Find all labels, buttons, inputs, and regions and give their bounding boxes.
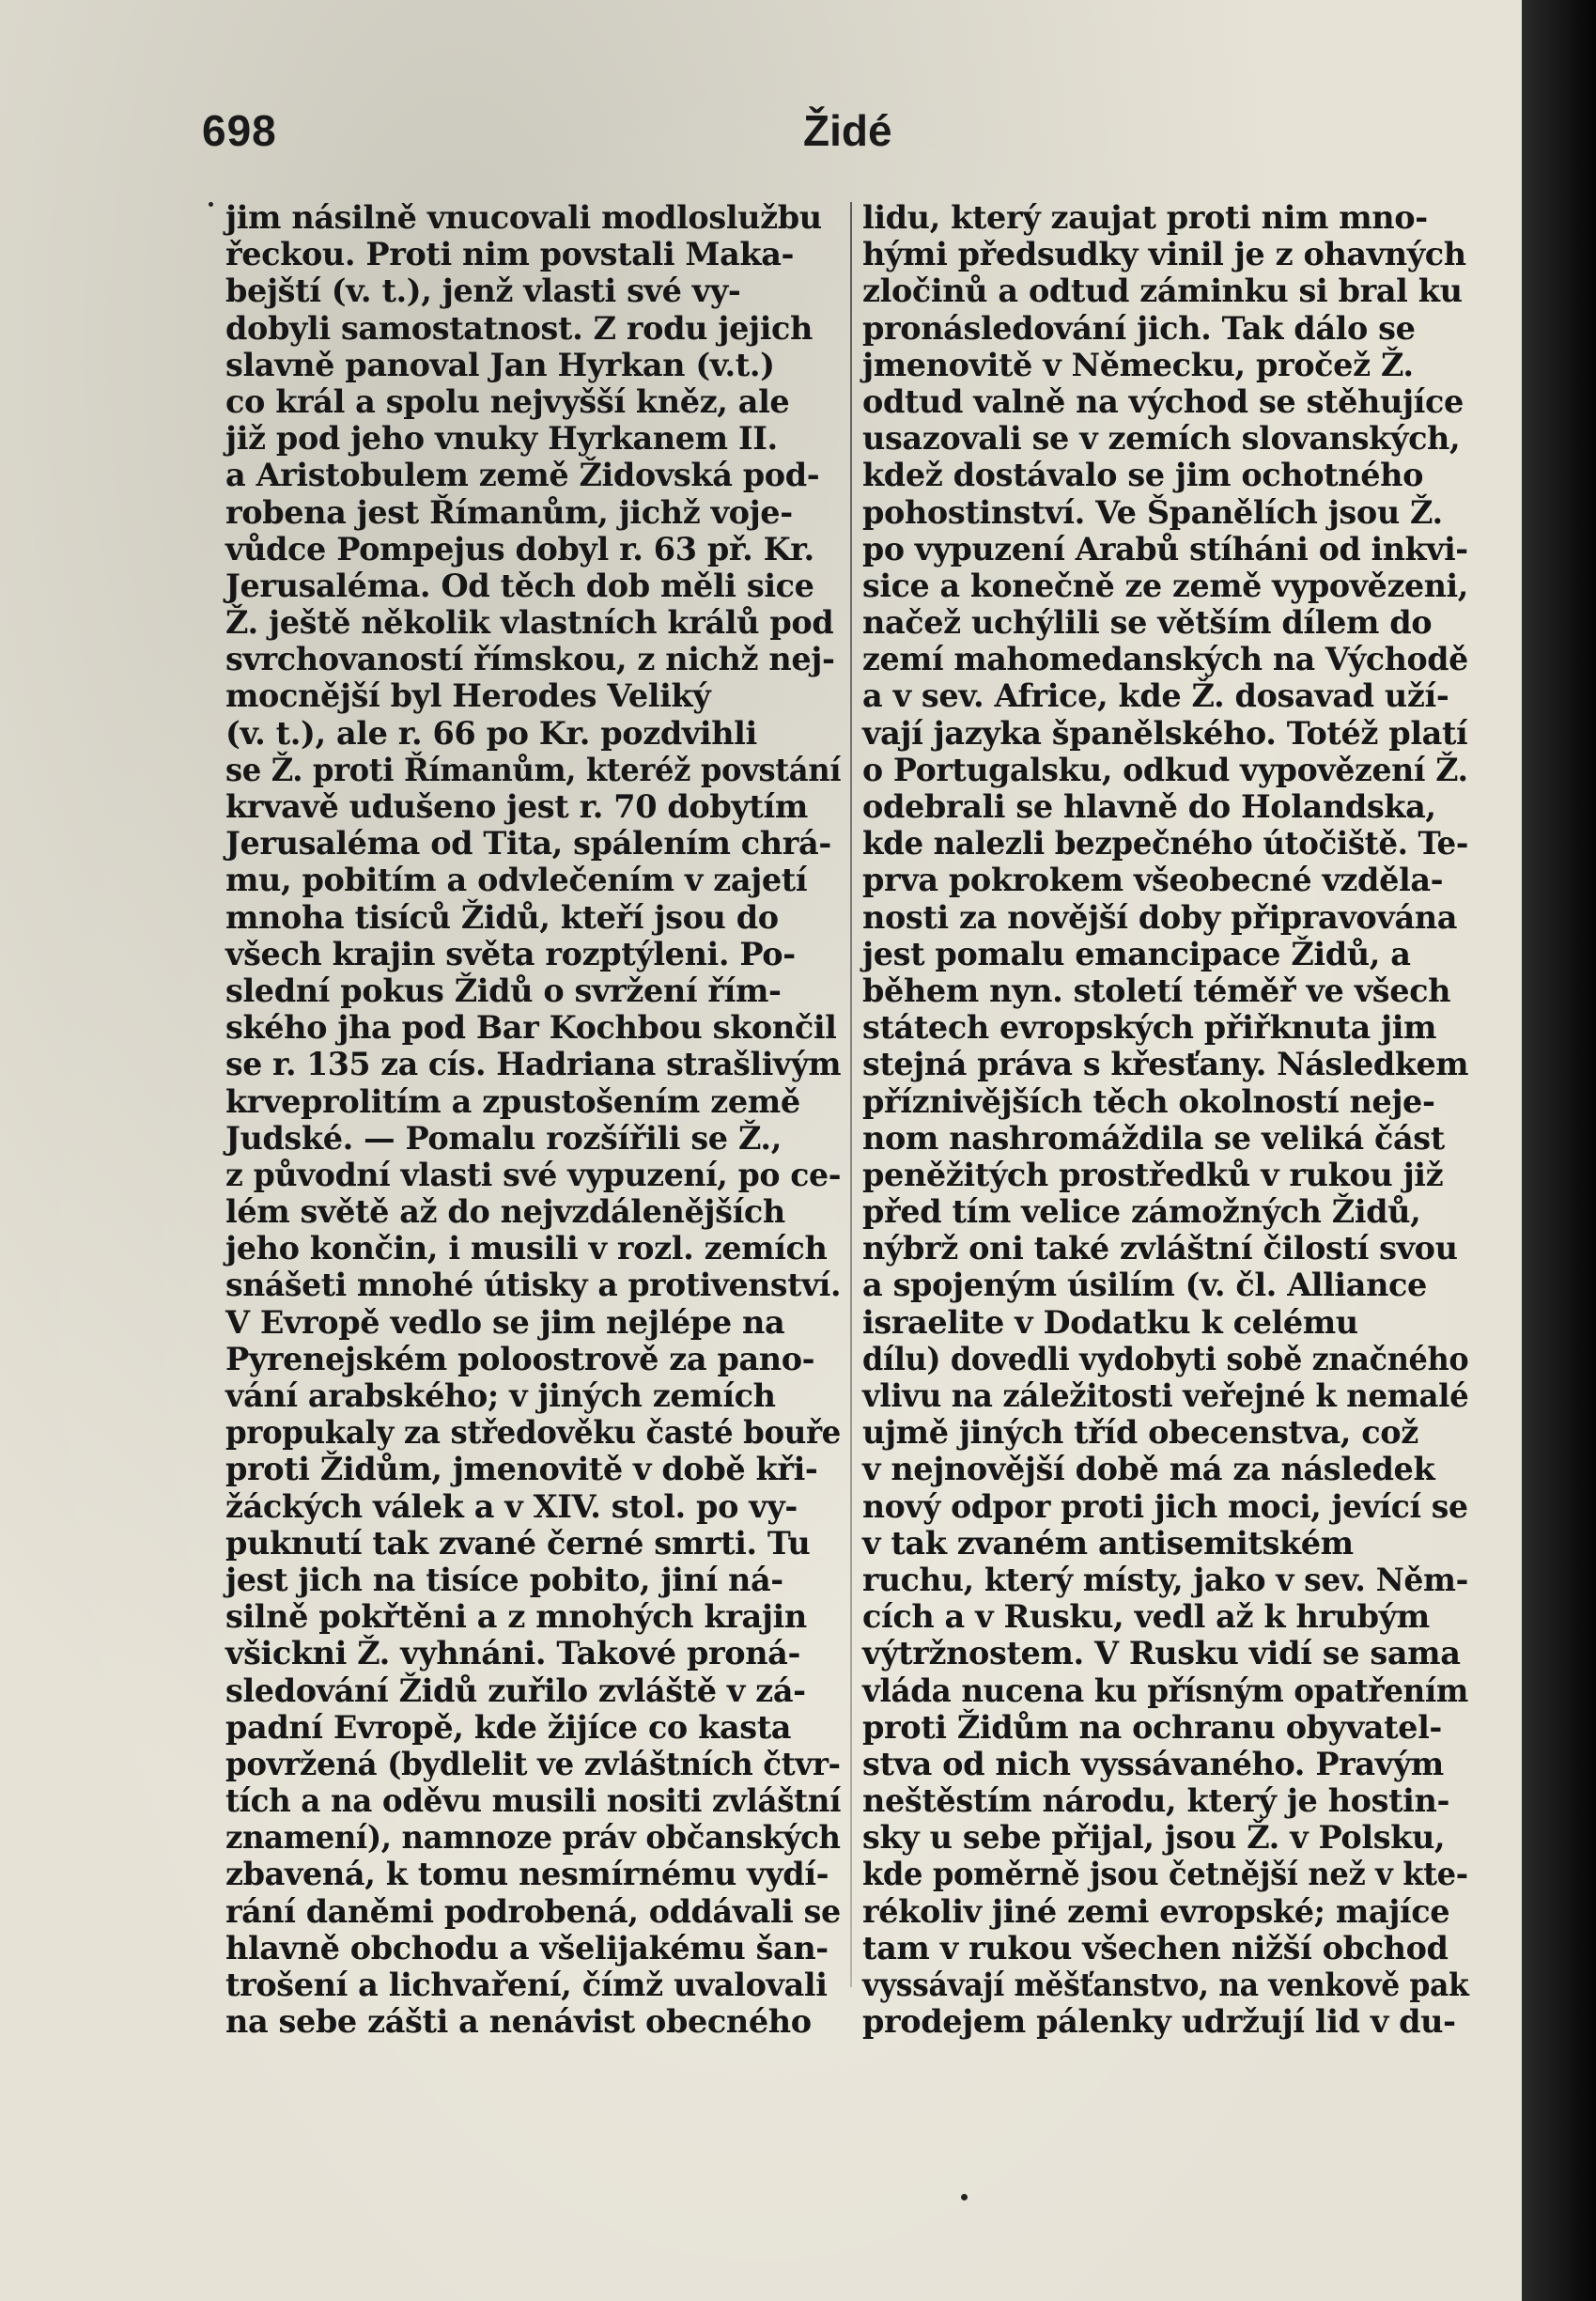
column-divider [850, 202, 852, 1987]
print-speck [209, 202, 213, 207]
text-line: se r. 135 za cís. Hadriana strašlivým [225, 1046, 842, 1083]
text-line: puknutí tak zvané černé smrti. Tu [225, 1524, 811, 1562]
text-line: robena jest Římanům, jichž voje- [225, 493, 793, 531]
text-line: žáckých válek a v XIV. stol. po vy- [225, 1487, 798, 1525]
text-line: lidu, který zaujat proti nim mno- [862, 199, 1428, 236]
text-line: tam v rukou všechen nižší obchod [862, 1929, 1449, 1967]
text-line: mu, pobitím a odvlečením v zajetí [225, 862, 808, 899]
text-line: vláda nucena ku přísným opatřením [862, 1671, 1468, 1709]
text-line: bejští (v. t.), jenž vlasti své vy- [225, 272, 741, 310]
text-line: usazovali se v zemích slovanských, [862, 420, 1461, 458]
page-number: 698 [202, 106, 277, 155]
right-text-column [862, 199, 1468, 2040]
text-line: pohostinství. Ve Španělích jsou Ž. [862, 493, 1443, 531]
text-line: ujmě jiných tříd obecenstva, což [862, 1414, 1418, 1452]
text-line: vlivu na záležitosti veřejné k nemalé [862, 1377, 1469, 1414]
text-line: o Portugalsku, odkud vypovězení Ž. [862, 751, 1468, 788]
text-line: mocnější byl Herodes Veliký [225, 677, 711, 715]
text-line: nosti za novější doby připravována [862, 898, 1458, 936]
text-line: načež uchýlili se větším dílem do [862, 604, 1433, 642]
text-line: před tím velice zámožných Židů, [862, 1193, 1421, 1231]
text-line: vyssávají měšťanstvo, na venkově pak [862, 1967, 1469, 2003]
page-header [202, 105, 1357, 171]
text-line: vůdce Pompejus dobyl r. 63 př. Kr. [225, 530, 814, 567]
text-line: a Aristobulem země Židovská pod- [225, 457, 820, 494]
text-line: kde poměrně jsou četnější než v kte- [862, 1856, 1468, 1893]
text-line: na sebe zášti a nenávist obecného [225, 2003, 812, 2041]
text-line: během nyn. století téměř ve všech [862, 972, 1451, 1009]
running-head: Židé [803, 106, 892, 155]
text-line: zemí mahomedanských na Východě [862, 641, 1468, 678]
text-line: lém světě až do nejvzdálenějších [225, 1193, 785, 1231]
scan-edge [1522, 0, 1596, 2301]
text-line: pronásledování jich. Tak dálo se [862, 309, 1416, 347]
text-line: vají jazyka španělského. Totéž platí [862, 714, 1468, 752]
text-line: povržená (bydlelit ve zvláštních čtvr- [225, 1745, 841, 1782]
text-line: zločinů a odtud záminku si bral ku [862, 272, 1463, 310]
text-line: Pyrenejském poloostrově za pano- [225, 1340, 815, 1377]
text-line: silně pokřtěni a z mnohých krajin [225, 1598, 807, 1636]
text-line: odtud valně na východ se stěhujíce [862, 382, 1464, 420]
text-line: kdež dostávalo se jim ochotného [862, 457, 1424, 494]
text-line: ruchu, který místy, jako v sev. Něm- [862, 1561, 1468, 1598]
text-line: co král a spolu nejvyšší kněz, ale [225, 382, 790, 420]
text-line: hlavně obchodu a všelijakému šan- [225, 1929, 829, 1967]
text-line: zbavená, k tomu nesmírnému vydí- [225, 1856, 829, 1893]
print-speck [961, 2194, 968, 2200]
text-line: snášeti mnohé útisky a protivenství. [225, 1267, 842, 1304]
text-line: israelite v Dodatku k celému [862, 1303, 1358, 1341]
text-line: hými předsudky vinil je z ohavných [862, 236, 1466, 273]
text-line: neštěstím národu, který je hostin- [862, 1782, 1449, 1820]
text-line: padní Evropě, kde žijíce co kasta [225, 1708, 792, 1746]
text-line: řeckou. Proti nim povstali Maka- [225, 236, 795, 273]
text-line: trošení a lichvaření, čímž uvalovali [225, 1967, 828, 2003]
text-line: proti Židům na ochranu obyvatel- [862, 1708, 1442, 1746]
text-line: V Evropě vedlo se jim nejlépe na [225, 1303, 785, 1341]
text-line: stejná práva s křesťany. Následkem [862, 1046, 1469, 1083]
text-line: sice a konečně ze země vypovězeni, [862, 567, 1468, 604]
text-line: jest pomalu emancipace Židů, a [862, 935, 1411, 972]
text-line: jmenovitě v Německu, pročež Ž. [862, 346, 1414, 383]
text-line: prodejem pálenky udržují lid v du- [862, 2003, 1456, 2041]
text-line: jim násilně vnucovali modloslužbu [225, 199, 822, 236]
text-line: kde nalezli bezpečného útočiště. Te- [862, 825, 1468, 863]
text-line: nýbrž oni také zvláštní čilostí svou [862, 1230, 1458, 1267]
text-line: již pod jeho vnuky Hyrkanem II. [225, 420, 778, 458]
text-line: státech evropských přiřknuta jim [862, 1009, 1437, 1047]
text-line: dílu) dovedli vydobyti sobě značného [862, 1340, 1469, 1377]
text-line: stva od nich vyssávaného. Pravým [862, 1745, 1444, 1782]
text-line: krvavě udušeno jest r. 70 dobytím [225, 788, 808, 825]
text-line: cích a v Rusku, vedl až k hrubým [862, 1598, 1430, 1636]
text-line: jeho končin, i musili v rozl. zemích [225, 1230, 828, 1267]
text-line: prva pokrokem všeobecné vzděla- [862, 862, 1444, 899]
text-line: Judské. — Pomalu rozšířili se Ž., [225, 1119, 782, 1157]
text-line: rání daněmi podrobená, oddávali se [225, 1892, 841, 1930]
text-line: Ž. ještě několik vlastních králů pod [225, 604, 834, 642]
text-line: ského jha pod Bar Kochbou skončil [225, 1009, 837, 1047]
text-line: svrchovaností římskou, z nichž nej- [225, 641, 835, 678]
text-line: nový odpor proti jich moci, jevící se [862, 1487, 1468, 1525]
text-line: a spojeným úsilím (v. čl. Alliance [862, 1267, 1427, 1304]
text-line: sky u sebe přijal, jsou Ž. v Polsku, [862, 1819, 1446, 1857]
text-line: sledování Židů zuřilo zvláště v zá- [225, 1671, 806, 1709]
text-line: dobyli samostatnost. Z rodu jejich [225, 309, 813, 347]
text-line: všech krajin světa rozptýleni. Po- [225, 935, 796, 972]
text-line: se Ž. proti Římanům, kteréž povstání [225, 751, 842, 788]
text-line: Jerusaléma od Tita, spálením chrá- [225, 825, 831, 863]
text-line: znamení), namnoze práv občanských [225, 1819, 841, 1857]
text-line: odebrali se hlavně do Holandska, [862, 788, 1436, 825]
text-line: propukaly za středověku časté bouře [225, 1414, 841, 1452]
text-line: mnoha tisíců Židů, kteří jsou do [225, 898, 779, 936]
left-text-column [225, 199, 841, 2040]
text-line: proti Židům, jmenovitě v době kři- [225, 1451, 818, 1488]
text-line: tích a na oděvu musili nositi zvláštní [225, 1782, 842, 1820]
text-line: krveprolitím a zpustošením země [225, 1082, 800, 1120]
text-line: v nejnovější době má za následek [862, 1451, 1435, 1488]
text-line: peněžitých prostředků v rukou již [862, 1156, 1444, 1193]
text-line: nom nashromáždila se veliká část [862, 1119, 1445, 1157]
text-line: rékoliv jiné zemi evropské; majíce [862, 1892, 1450, 1930]
text-line: výtržnostem. V Rusku vidí se sama [862, 1635, 1461, 1672]
text-line: příznivějších těch okolností neje- [862, 1082, 1435, 1120]
text-line: jest jich na tisíce pobito, jiní ná- [225, 1561, 783, 1598]
text-line: všickni Ž. vyhnáni. Takové proná- [225, 1635, 800, 1672]
text-line: Jerusaléma. Od těch dob měli sice [225, 567, 814, 604]
text-line: a v sev. Africe, kde Ž. dosavad uží- [862, 677, 1449, 715]
text-line: slavně panoval Jan Hyrkan (v.t.) [225, 346, 775, 383]
text-line: z původní vlasti své vypuzení, po ce- [225, 1156, 842, 1193]
text-line: slední pokus Židů o svržení řím- [225, 972, 782, 1009]
text-line: v tak zvaném antisemitském [862, 1524, 1354, 1562]
text-line: po vypuzení Arabů stíháni od inkvi- [862, 530, 1468, 567]
text-line: vání arabského; v jiných zemích [225, 1377, 776, 1414]
text-line: (v. t.), ale r. 66 po Kr. pozdvihli [225, 714, 757, 752]
